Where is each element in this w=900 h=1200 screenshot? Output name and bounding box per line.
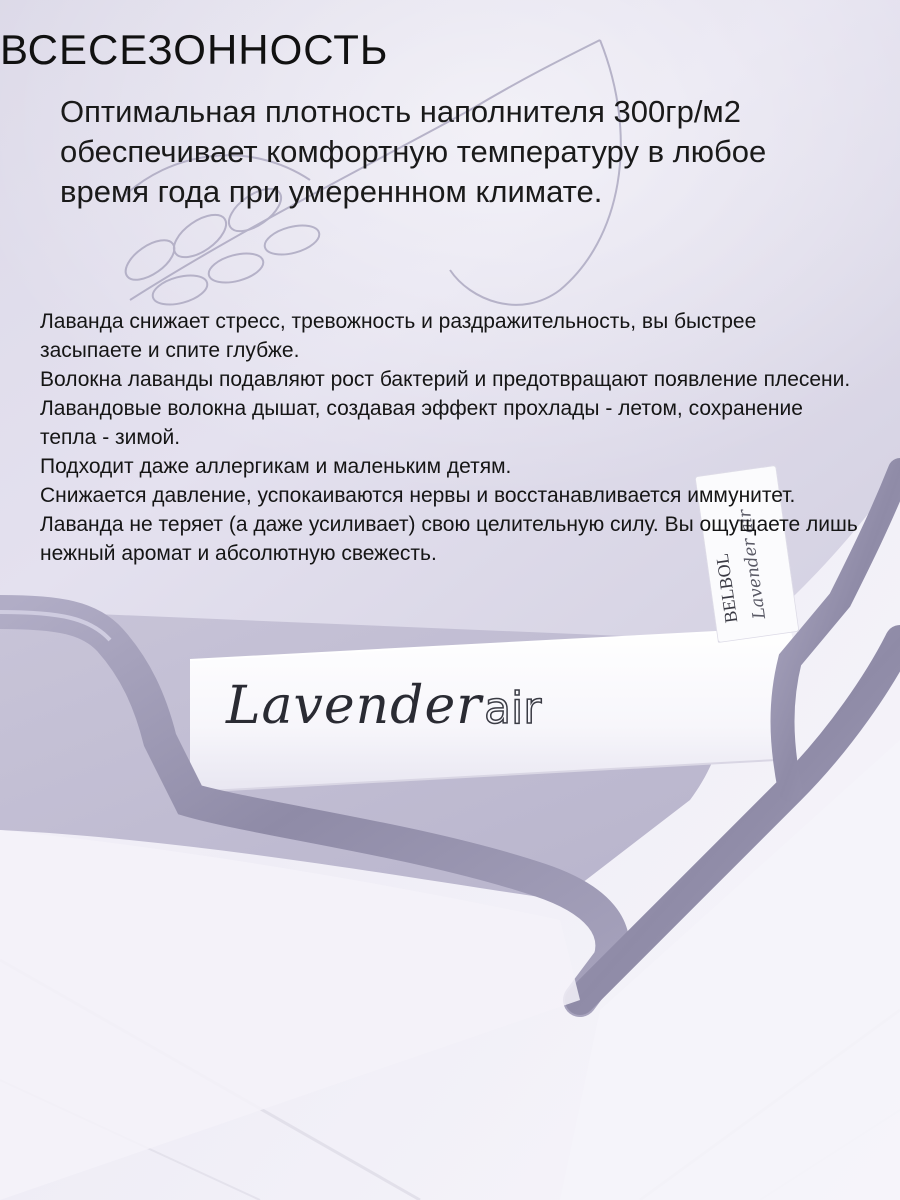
benefit-line: Волокна лаванды подавляют рост бактерий и предотвращают появление плесени.	[40, 368, 851, 391]
density-description: Оптимальная плотность наполнителя 300гр/м2 обеспечивает комфортную температуру в любое время года при умереннном климате.	[60, 94, 767, 209]
tag-product: Lavender air	[734, 508, 771, 621]
benefit-line: Лавандовые волокна дышат, создавая эффект прохлады - летом, сохранение тепла - зимой.	[40, 397, 803, 449]
benefits-list	[40, 307, 860, 568]
page-title: ВСЕСЕЗОННОСТЬ	[0, 26, 389, 73]
benefit-line: Лаванда снижает стресс, тревожность и раздражительность, вы быстрее засыпаете и спите глубже.	[40, 310, 757, 362]
logo-script-word: Lavender	[226, 676, 483, 736]
tag-brand: BELBOL	[711, 552, 742, 625]
benefit-line: Подходит даже аллергикам и маленьким детям.	[40, 455, 512, 478]
benefit-line: Лаванда не теряет (а даже усиливает) свою целительную силу. Вы ощущаете лишь нежный аромат и абсолютную свежесть.	[40, 513, 858, 565]
benefit-line: Снижается давление, успокаиваются нервы и восстанавливается иммунитет.	[40, 484, 796, 507]
brand-logo	[226, 676, 646, 766]
logo-air-word: air	[484, 683, 542, 734]
